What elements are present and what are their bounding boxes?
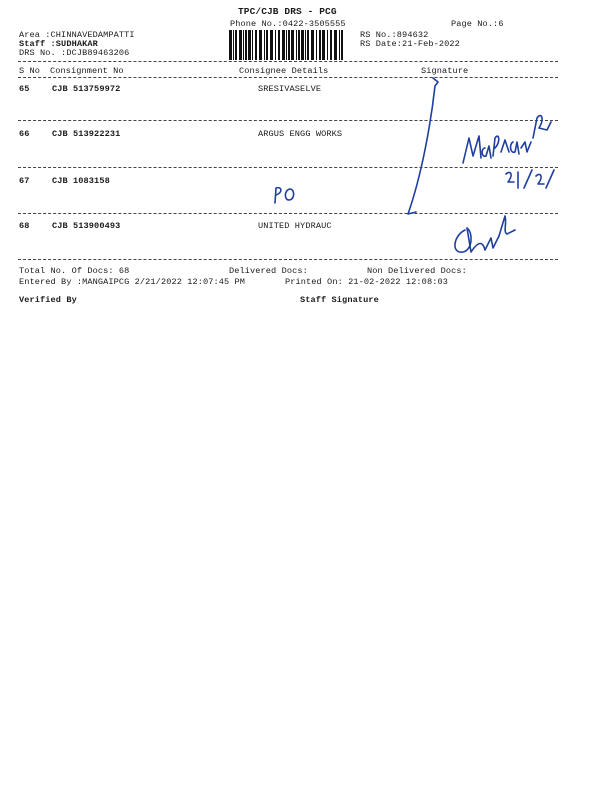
row-67-consignment: CJB 1083158 (52, 176, 110, 186)
row-65-consignee: SRESIVASELVE (258, 84, 322, 94)
total-docs: Total No. Of Docs: 68 (19, 266, 130, 276)
col-sno: S No (19, 66, 41, 76)
row-65-consignment: CJB 513759972 (52, 84, 121, 94)
staff-field: Staff :SUDHAKAR (19, 39, 98, 49)
header-rule (18, 61, 558, 62)
staff-signature-label: Staff Signature (300, 295, 379, 305)
row-67-sno: 67 (19, 176, 30, 186)
delivered-docs: Delivered Docs: (229, 266, 308, 276)
column-rule (18, 77, 558, 78)
row-66-consignment: CJB 513922231 (52, 129, 121, 139)
row-66-sno: 66 (19, 129, 30, 139)
signature-vertical-stroke (400, 74, 450, 219)
signature-row-68 (445, 212, 520, 262)
row-66-consignee: ARGUS ENGG WORKS (258, 129, 343, 139)
phone-number: Phone No.:0422-3505555 (230, 19, 346, 29)
document-title: TPC/CJB DRS - PCG (238, 6, 337, 17)
area-field: Area :CHINNAVEDAMPATTI (19, 30, 135, 40)
row-68-consignment: CJB 513900493 (52, 221, 121, 231)
handwritten-po-mark (270, 184, 300, 206)
verified-by: Verified By (19, 295, 77, 305)
col-consignment: Consignment No (50, 66, 124, 76)
signature-madhivanan (455, 108, 565, 168)
row-68-sno: 68 (19, 221, 30, 231)
entered-by: Entered By :MANGAIPCG 2/21/2022 12:07:45 PM (19, 277, 246, 287)
barcode (228, 30, 346, 60)
page-number: Page No.:6 (451, 19, 504, 29)
row-65-sno: 65 (19, 84, 30, 94)
signature-date (500, 166, 560, 194)
rs-date: RS Date:21-Feb-2022 (360, 39, 460, 49)
drs-number: DRS No. :DCJB89463206 (19, 48, 130, 58)
printed-on: Printed On: 21-02-2022 12:08:03 (285, 277, 448, 287)
col-signature: Signature (421, 66, 469, 76)
col-consignee: Consignee Details (239, 66, 329, 76)
non-delivered-docs: Non Delivered Docs: (367, 266, 467, 276)
row-68-consignee: UNITED HYDRAUC (258, 221, 332, 231)
rs-number: RS No.:894632 (360, 30, 429, 40)
